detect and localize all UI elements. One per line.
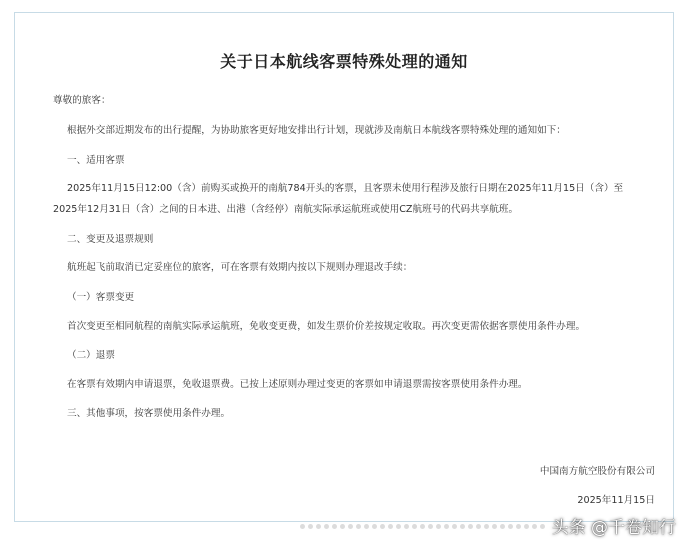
page-dot [452,524,457,529]
page-dot [364,524,369,529]
notice-title: 关于日本航线客票特殊处理的通知 [220,52,468,71]
page-dot [444,524,449,529]
page-dot [436,524,441,529]
salutation: 尊敬的旅客： [53,95,111,106]
page-dot [332,524,337,529]
page-dot [460,524,465,529]
subsection2-heading: （二）退票 [67,350,115,361]
page-dot [476,524,481,529]
source-watermark: 头条 @千卷知行 [551,518,676,538]
page-dot [380,524,385,529]
page-dot [492,524,497,529]
page-dot [300,524,305,529]
subsection1-text: 首次变更至相同航程的南航实际承运航班，免收变更费，如发生票价价差按规定收取。再次变更需依据客票使用条件办理。 [67,321,586,332]
subsection2-text: 在客票有效期内申请退票，免收退票费。已按上述原则办理过变更的客票如申请退票需按客票使用条件办理。 [67,379,528,390]
section1-text-line1: 2025年11月15日12:00（含）前购买或换开的南航784开头的客票，且客票未使用行程涉及旅行日期在2025年11月15日（含）至 [67,183,624,194]
page-dot [484,524,489,529]
page-dot [540,524,545,529]
section1-heading: 一、适用客票 [67,155,125,166]
intro-paragraph: 根据外交部近期发布的出行提醒，为协助旅客更好地安排出行计划，现就涉及南航日本航线客票特殊处理的通知如下： [67,125,566,136]
section2-heading: 二、变更及退票规则 [67,234,154,245]
section3-text: 三、其他事项，按客票使用条件办理。 [67,408,231,419]
page-indicator-dots [300,524,545,529]
page-dot [388,524,393,529]
section1-text-line2: 2025年12月31日（含）之间的日本进、出港（含经停）南航实际承运航班或使用CZ航班号的代码共享航班。 [53,204,519,215]
page-dot [468,524,473,529]
page-dot [420,524,425,529]
page-dot [428,524,433,529]
page-dot [412,524,417,529]
page-dot [324,524,329,529]
section2-intro: 航班起飞前取消已定妥座位的旅客，可在客票有效期内按以下规则办理退改手续： [67,262,413,273]
page-dot [348,524,353,529]
page-dot [396,524,401,529]
page-dot [532,524,537,529]
page-dot [516,524,521,529]
page-dot [308,524,313,529]
page-dot [356,524,361,529]
page-dot [524,524,529,529]
signature-date: 2025年11月15日 [577,495,655,506]
page-dot [508,524,513,529]
subsection1-heading: （一）客票变更 [67,292,135,303]
page-dot [500,524,505,529]
page-dot [316,524,321,529]
page-dot [372,524,377,529]
page-dot [340,524,345,529]
signature-organization: 中国南方航空股份有限公司 [539,466,655,477]
notice-panel [14,12,674,522]
page-dot [404,524,409,529]
